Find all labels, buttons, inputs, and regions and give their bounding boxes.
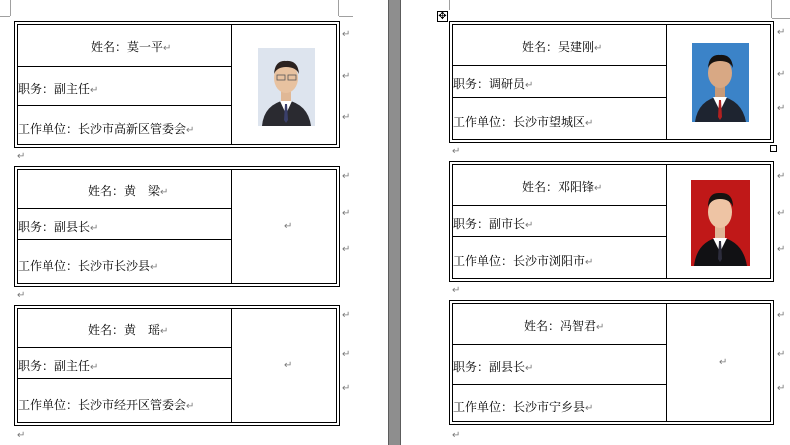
card-table [17, 169, 337, 284]
position-row[interactable] [18, 209, 231, 240]
portrait-photo [691, 180, 750, 266]
profile-card[interactable] [449, 161, 774, 282]
page-gap [388, 0, 401, 445]
portrait-photo [692, 43, 749, 122]
photo-cell-empty[interactable] [232, 309, 336, 422]
row-end-mark: ↵ [777, 383, 786, 394]
row-end-mark: ↵ [777, 27, 786, 38]
table-resize-handle[interactable] [770, 145, 777, 152]
name-text: 姓名：黄 瑶↵ [88, 323, 169, 337]
card-table [452, 303, 771, 422]
row-end-mark: ↵ [342, 112, 351, 123]
photo-cell-empty[interactable] [667, 304, 770, 421]
row-end-mark: ↵ [342, 208, 351, 219]
name-text: 姓名：邓阳锋↵ [522, 180, 603, 194]
right-page[interactable] [401, 0, 790, 445]
position-text: 职务：副主任↵ [18, 359, 99, 373]
paragraph-mark: ↵ [284, 360, 293, 371]
row-end-mark: ↵ [777, 171, 786, 182]
paragraph-mark: ↵ [17, 290, 26, 301]
name-row[interactable] [18, 309, 231, 348]
paragraph-mark: ↵ [284, 221, 293, 232]
position-row[interactable] [453, 206, 666, 237]
paragraph-mark: ↵ [452, 285, 461, 296]
profile-card[interactable] [14, 305, 340, 426]
paragraph-mark: ↵ [17, 151, 26, 162]
crop-mark [449, 0, 450, 10]
paragraph-mark: ↵ [719, 357, 728, 368]
paragraph-mark: ↵ [17, 430, 26, 441]
name-text: 姓名：吴建刚↵ [522, 40, 603, 54]
row-end-mark: ↵ [342, 29, 351, 40]
name-text: 姓名：黄 梁↵ [88, 184, 169, 198]
workplace-row[interactable] [18, 379, 231, 424]
crop-mark [339, 16, 353, 17]
crop-mark [0, 16, 10, 17]
profile-card[interactable] [14, 166, 340, 287]
name-row[interactable] [18, 170, 231, 209]
workplace-row[interactable] [453, 237, 666, 280]
page-edge [388, 0, 389, 445]
position-text: 职务：副主任↵ [18, 82, 99, 96]
workplace-text: 工作单位：长沙市浏阳市↵ [453, 254, 594, 268]
workplace-row[interactable] [18, 106, 231, 146]
position-row[interactable] [18, 348, 231, 379]
name-row[interactable] [453, 304, 666, 345]
name-text: 姓名：莫一平↵ [91, 40, 172, 54]
position-text: 职务：副市长↵ [453, 217, 534, 231]
card-table [452, 164, 771, 279]
position-text: 职务：副县长↵ [18, 220, 99, 234]
workplace-row[interactable] [453, 98, 666, 141]
workplace-text: 工作单位：长沙市高新区管委会↵ [18, 122, 195, 136]
profile-card[interactable] [14, 21, 340, 148]
card-table [17, 308, 337, 423]
position-row[interactable] [453, 345, 666, 385]
crop-mark [771, 0, 772, 18]
row-end-mark: ↵ [777, 69, 786, 80]
row-end-mark: ↵ [342, 244, 351, 255]
row-end-mark: ↵ [777, 244, 786, 255]
workplace-text: 工作单位：长沙市望城区↵ [453, 115, 594, 129]
profile-card[interactable] [449, 300, 774, 425]
row-end-mark: ↵ [777, 208, 786, 219]
left-page[interactable] [0, 0, 388, 445]
name-row[interactable] [18, 25, 231, 67]
row-end-mark: ↵ [342, 310, 351, 321]
position-row[interactable] [18, 67, 231, 106]
photo-cell[interactable] [667, 165, 770, 278]
workplace-text: 工作单位：长沙市长沙县↵ [18, 259, 159, 273]
workplace-row[interactable] [453, 385, 666, 423]
table-move-handle[interactable]: ✥ [438, 11, 447, 22]
crop-mark [10, 0, 11, 16]
position-text: 职务：副县长↵ [453, 360, 534, 374]
card-table [452, 24, 771, 140]
name-row[interactable] [453, 25, 666, 66]
profile-card[interactable] [449, 21, 774, 143]
crop-mark [772, 18, 790, 19]
workplace-row[interactable] [18, 240, 231, 285]
workplace-text: 工作单位：长沙市宁乡县↵ [453, 400, 594, 414]
photo-cell[interactable] [667, 25, 770, 139]
photo-cell-empty[interactable] [232, 170, 336, 283]
name-text: 姓名：冯智君↵ [524, 319, 605, 333]
row-end-mark: ↵ [777, 349, 786, 360]
portrait-photo [258, 48, 315, 126]
row-end-mark: ↵ [342, 349, 351, 360]
row-end-mark: ↵ [342, 383, 351, 394]
card-table [17, 24, 337, 145]
position-row[interactable] [453, 66, 666, 98]
paragraph-mark: ↵ [452, 146, 461, 157]
workplace-text: 工作单位：长沙市经开区管委会↵ [18, 398, 195, 412]
row-end-mark: ↵ [777, 103, 786, 114]
crop-mark [338, 0, 339, 16]
row-end-mark: ↵ [777, 310, 786, 321]
name-row[interactable] [453, 165, 666, 206]
photo-cell[interactable] [232, 25, 336, 144]
paragraph-mark: ↵ [452, 430, 461, 441]
row-end-mark: ↵ [342, 171, 351, 182]
position-text: 职务：调研员↵ [453, 77, 534, 91]
row-end-mark: ↵ [342, 71, 351, 82]
